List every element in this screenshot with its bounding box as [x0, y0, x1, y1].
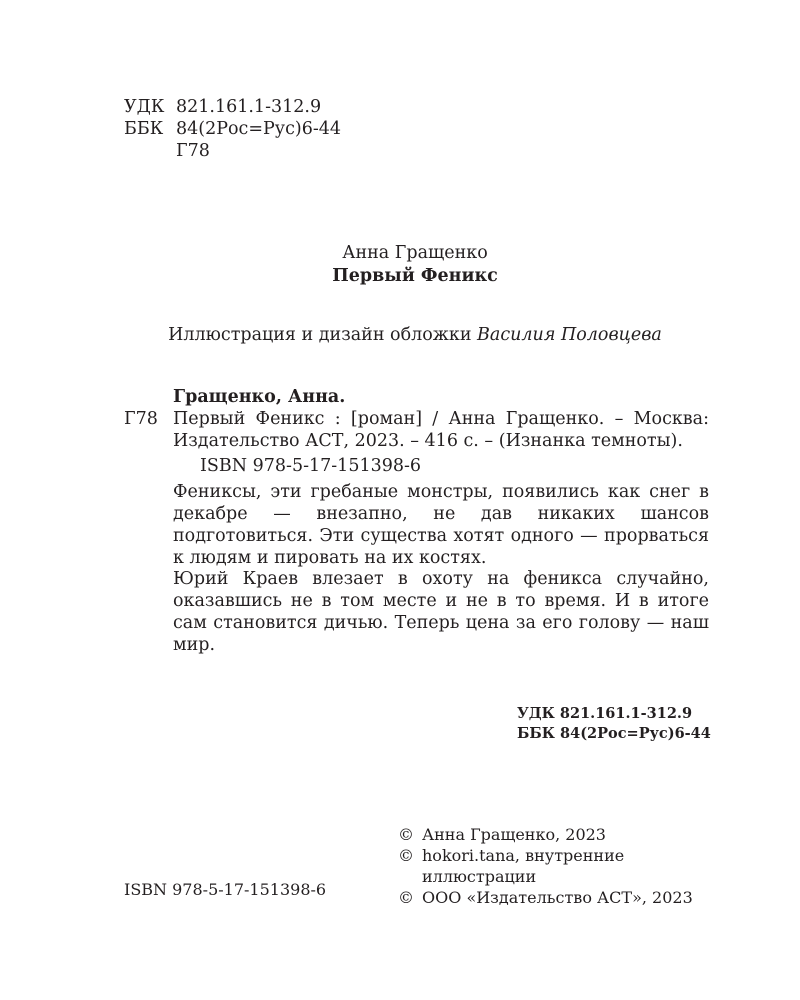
copyright-line — [398, 845, 718, 887]
copyright-line — [398, 887, 718, 908]
annotation-paragraph: Фениксы, эти гребаные монстры, появились как снег в декабре — внезапно, не дав никаких шансов подготовиться. Эти существа хотят одного — прорваться к людям и пировать на их костях. — [173, 482, 709, 568]
copyright-line — [398, 824, 718, 845]
classification-author-mark — [124, 140, 341, 162]
copyright-text: Анна Гращенко, 2023 — [422, 825, 606, 844]
illustration-credit — [0, 325, 800, 345]
copyright-text: hokori.tana, внутренние иллюстрации — [422, 846, 625, 886]
copyright-block — [398, 824, 718, 908]
card-isbn: ISBN 978-5-17-151398-6 — [200, 456, 422, 477]
classification-top — [124, 96, 341, 162]
classification-value: 821.161.1-312.9 — [176, 97, 322, 117]
card-author-heading: Гращенко, Анна. — [173, 387, 346, 407]
illustrator-name: Василия Половцева — [477, 325, 662, 345]
classification-bbk — [124, 118, 341, 140]
card-entry — [124, 409, 709, 453]
classification-key — [124, 140, 176, 162]
classification-value: 84(2Рос=Рус)6-44 — [176, 119, 342, 139]
classification-small-udk: УДК 821.161.1-312.9 — [517, 705, 693, 722]
illustration-text: Иллюстрация и дизайн обложки — [168, 325, 478, 345]
copyright-symbol: © — [398, 825, 414, 844]
copyright-symbol: © — [398, 846, 414, 865]
card-entry-text: Первый Феникс : [роман] / Анна Гращенко. – Москва: Издательство АСТ, 2023. – 416 с. – (Изнанка темноты). — [173, 408, 709, 451]
classification-value: Г78 — [176, 141, 210, 161]
annotation-paragraph: Юрий Краев влезает в охоту на феникса случайно, оказавшись не в том месте и не в то время. И в итоге сам становится дичью. Теперь цена за его голову — наш мир. — [173, 569, 709, 655]
classification-key: УДК — [124, 97, 165, 117]
copyright-symbol: © — [398, 888, 414, 907]
classification-small — [517, 704, 711, 744]
card-code: Г78 — [124, 408, 158, 429]
bottom-isbn: ISBN 978-5-17-151398-6 — [124, 880, 327, 899]
annotation — [124, 482, 709, 656]
copyright-text: ООО «Издательство АСТ», 2023 — [422, 888, 693, 907]
author-name: Анна Гращенко — [342, 243, 488, 263]
catalog-card — [124, 387, 709, 657]
title-block — [0, 242, 800, 288]
classification-key: ББК — [124, 119, 164, 139]
classification-small-bbk: ББК 84(2Рос=Рус)6-44 — [517, 725, 711, 742]
classification-udk — [124, 96, 341, 118]
book-title: Первый Феникс — [332, 266, 498, 286]
